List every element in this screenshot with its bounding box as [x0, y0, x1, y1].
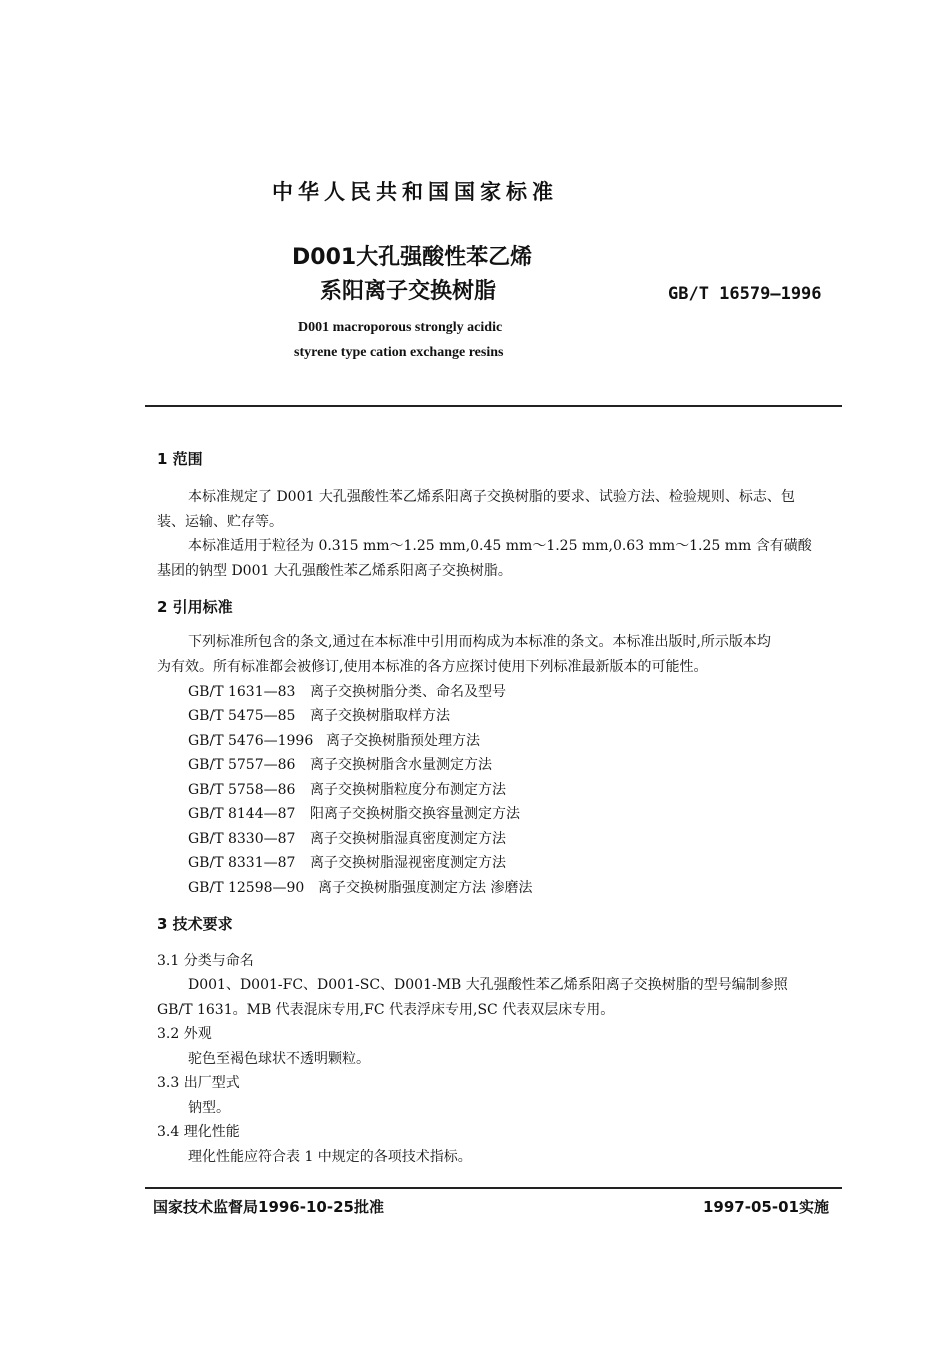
section-3-4-text: 理化性能应符合表 1 中规定的各项技术指标。: [188, 1149, 472, 1165]
section-1-p1-line2: 装、运输、贮存等。: [157, 514, 283, 530]
title-cn-line2: 系阳离子交换树脂: [320, 279, 497, 304]
reference-item: [188, 852, 506, 872]
reference-item: [188, 705, 450, 725]
reference-code: GB/T 8331—87: [188, 855, 296, 871]
section-3-3-text: 钠型。: [188, 1100, 230, 1116]
standard-number: GB/T 16579—1996: [668, 284, 822, 304]
section-3-2-text: 驼色至褐色球状不透明颗粒。: [188, 1051, 370, 1067]
approval-date: 国家技术监督局1996-10-25批准: [153, 1198, 384, 1216]
section-1-p2-line1: 本标准适用于粒径为 0.315 mm～1.25 mm,0.45 mm～1.25 mm,0.63 mm～1.25 mm 含有磺酸: [188, 538, 812, 554]
section-2-p1-line2: 为有效。所有标准都会被修订,使用本标准的各方应探讨使用下列标准最新版本的可能性。: [157, 659, 708, 675]
reference-code: GB/T 8144—87: [188, 806, 296, 822]
footer-rule: [145, 1187, 842, 1189]
implementation-date: 1997-05-01实施: [703, 1198, 829, 1216]
reference-title: 离子交换树脂粒度分布测定方法: [310, 782, 506, 798]
reference-item: [188, 681, 506, 701]
title-en-line2: styrene type cation exchange resins: [294, 345, 504, 360]
reference-code: GB/T 8330—87: [188, 831, 296, 847]
section-1-heading: 1 范围: [157, 450, 203, 468]
reference-item: [188, 730, 480, 750]
section-3-2-heading: 3.2 外观: [157, 1026, 212, 1042]
reference-title: 离子交换树脂湿真密度测定方法: [310, 831, 506, 847]
reference-title: 离子交换树脂取样方法: [310, 708, 450, 724]
section-3-4-heading: 3.4 理化性能: [157, 1124, 240, 1140]
reference-title: 离子交换树脂强度测定方法 渗磨法: [318, 880, 533, 896]
section-2-heading: 2 引用标准: [157, 598, 233, 616]
reference-item: [188, 803, 520, 823]
reference-item: [188, 828, 506, 848]
section-1-p2-line2: 基团的钠型 D001 大孔强酸性苯乙烯系阳离子交换树脂。: [157, 563, 512, 579]
section-3-1-line1: D001、D001-FC、D001-SC、D001-MB 大孔强酸性苯乙烯系阳离子交换树脂的型号编制参照: [188, 977, 788, 993]
reference-code: GB/T 5758—86: [188, 782, 296, 798]
reference-item: [188, 779, 506, 799]
reference-code: GB/T 1631—83: [188, 684, 296, 700]
reference-title: 离子交换树脂预处理方法: [326, 733, 480, 749]
reference-title: 离子交换树脂湿视密度测定方法: [310, 855, 506, 871]
title-en-line1: D001 macroporous strongly acidic: [298, 320, 503, 335]
reference-title: 阳离子交换树脂交换容量测定方法: [310, 806, 520, 822]
reference-code: GB/T 5757—86: [188, 757, 296, 773]
section-2-p1-line1: 下列标准所包含的条文,通过在本标准中引用而构成为本标准的条文。本标准出版时,所示版本均: [188, 634, 771, 650]
reference-code: GB/T 12598—90: [188, 880, 305, 896]
section-3-1-line2: GB/T 1631。MB 代表混床专用,FC 代表浮床专用,SC 代表双层床专用。: [157, 1002, 615, 1018]
title-cn-line1: D001大孔强酸性苯乙烯: [292, 245, 533, 270]
reference-code: GB/T 5476—1996: [188, 733, 314, 749]
section-3-1-heading: 3.1 分类与命名: [157, 953, 254, 969]
header-rule: [145, 405, 842, 407]
section-3-3-heading: 3.3 出厂型式: [157, 1075, 240, 1091]
section-3-heading: 3 技术要求: [157, 915, 233, 933]
reference-item: [188, 877, 532, 897]
section-1-p1-line1: 本标准规定了 D001 大孔强酸性苯乙烯系阳离子交换树脂的要求、试验方法、检验规则、标志、包: [188, 489, 795, 505]
reference-code: GB/T 5475—85: [188, 708, 296, 724]
reference-title: 离子交换树脂含水量测定方法: [310, 757, 492, 773]
reference-item: [188, 754, 492, 774]
country-standard-header: 中华人民共和国国家标准: [272, 180, 558, 204]
reference-title: 离子交换树脂分类、命名及型号: [310, 684, 506, 700]
